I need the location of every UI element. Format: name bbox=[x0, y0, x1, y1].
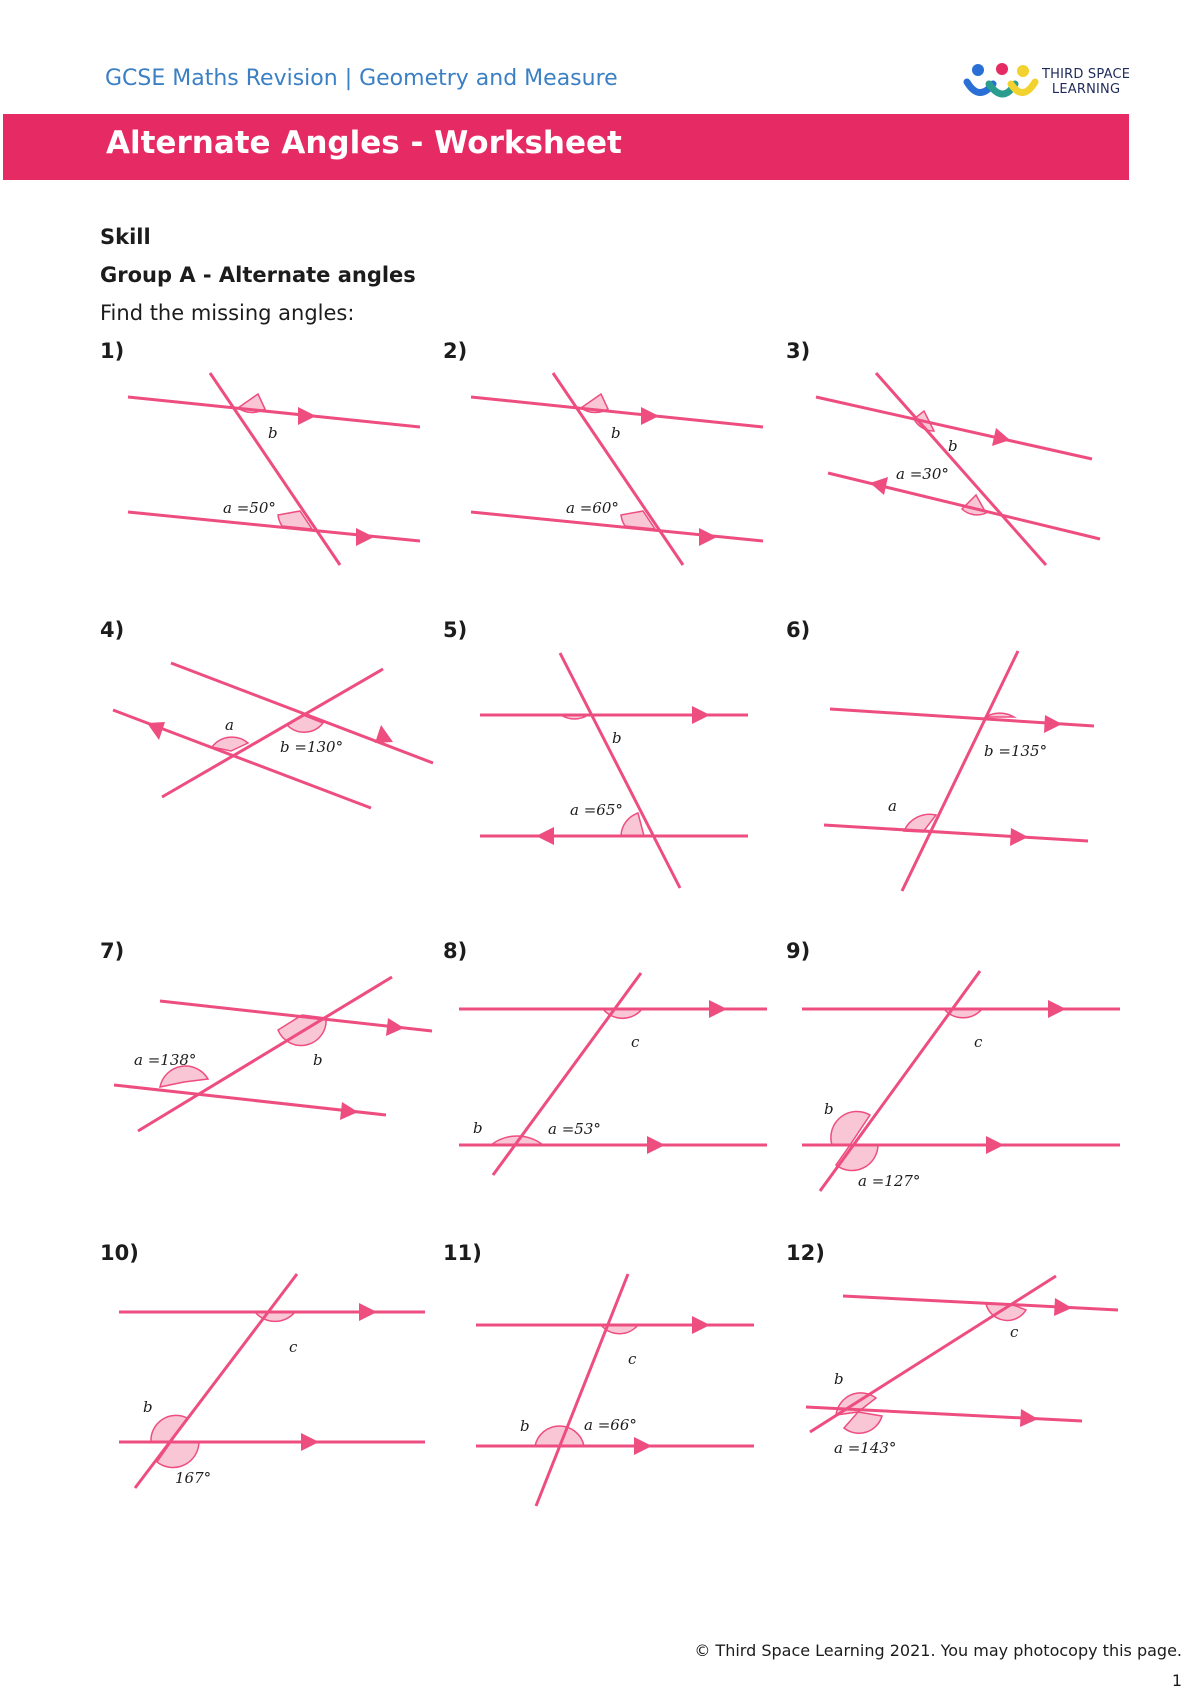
diagram-q3 bbox=[806, 365, 1116, 580]
question-number: 5) bbox=[443, 618, 468, 642]
angle-label: b bbox=[520, 1417, 530, 1435]
angle-label: a =53° bbox=[548, 1120, 601, 1138]
angle-label: a =138° bbox=[134, 1051, 197, 1069]
angle-label: b =135° bbox=[984, 742, 1048, 760]
group-heading: Group A - Alternate angles bbox=[100, 263, 416, 287]
question-number: 7) bbox=[100, 939, 125, 963]
angle-label: b bbox=[824, 1100, 834, 1118]
question-number: 1) bbox=[100, 339, 125, 363]
angle-label: b =130° bbox=[280, 738, 344, 756]
diagram-q4 bbox=[105, 645, 435, 825]
angle-label: c bbox=[631, 1033, 640, 1051]
page-number: 1 bbox=[1171, 1671, 1182, 1690]
angle-label: a =30° bbox=[896, 465, 949, 483]
angle-label: b bbox=[473, 1119, 483, 1137]
diagram-q2 bbox=[463, 365, 773, 580]
diagram-q1 bbox=[120, 365, 430, 580]
page-title: Alternate Angles - Worksheet bbox=[106, 125, 622, 161]
diagram-q7 bbox=[110, 965, 440, 1145]
angle-label: b bbox=[313, 1051, 323, 1069]
question-number: 3) bbox=[786, 339, 811, 363]
angle-label: a =143° bbox=[834, 1439, 897, 1457]
instruction-text: Find the missing angles: bbox=[100, 301, 355, 325]
angle-label: a =127° bbox=[858, 1172, 921, 1190]
skill-heading: Skill bbox=[100, 225, 151, 249]
title-banner bbox=[3, 114, 1129, 180]
angle-label: a =65° bbox=[570, 801, 623, 819]
diagram-q8 bbox=[455, 965, 775, 1175]
question-number: 10) bbox=[100, 1241, 139, 1265]
question-number: 12) bbox=[786, 1241, 825, 1265]
question-number: 4) bbox=[100, 618, 125, 642]
angle-label: a bbox=[888, 797, 897, 815]
angle-label: c bbox=[289, 1338, 298, 1356]
angle-label: c bbox=[1010, 1323, 1019, 1341]
page-subtitle: GCSE Maths Revision | Geometry and Measure bbox=[105, 66, 618, 91]
diagram-q10 bbox=[115, 1270, 435, 1500]
logo-text: THIRD SPACE LEARNING bbox=[1042, 67, 1131, 97]
angle-label: c bbox=[974, 1033, 983, 1051]
angle-label: a bbox=[225, 716, 234, 734]
angle-label: b bbox=[268, 424, 278, 442]
angle-label: b bbox=[143, 1398, 153, 1416]
question-number: 2) bbox=[443, 339, 468, 363]
diagram-q5 bbox=[478, 645, 768, 895]
logo-icon bbox=[965, 60, 1040, 106]
angle-label: 167° bbox=[175, 1469, 212, 1487]
question-number: 6) bbox=[786, 618, 811, 642]
angle-label: b bbox=[611, 424, 621, 442]
angle-label: a =66° bbox=[584, 1416, 637, 1434]
diagram-q9 bbox=[798, 965, 1128, 1190]
question-number: 8) bbox=[443, 939, 468, 963]
question-number: 11) bbox=[443, 1241, 482, 1265]
logo bbox=[965, 60, 1145, 106]
angle-label: a =50° bbox=[223, 499, 276, 517]
angle-label: b bbox=[612, 729, 622, 747]
diagram-q6 bbox=[818, 645, 1108, 895]
diagram-q12 bbox=[800, 1270, 1120, 1470]
angle-label: b bbox=[834, 1370, 844, 1388]
copyright-footer: © Third Space Learning 2021. You may photocopy this page. bbox=[694, 1641, 1182, 1660]
diagram-q11 bbox=[472, 1270, 772, 1510]
question-number: 9) bbox=[786, 939, 811, 963]
angle-label: b bbox=[948, 437, 958, 455]
angle-label: c bbox=[628, 1350, 637, 1368]
angle-label: a =60° bbox=[566, 499, 619, 517]
